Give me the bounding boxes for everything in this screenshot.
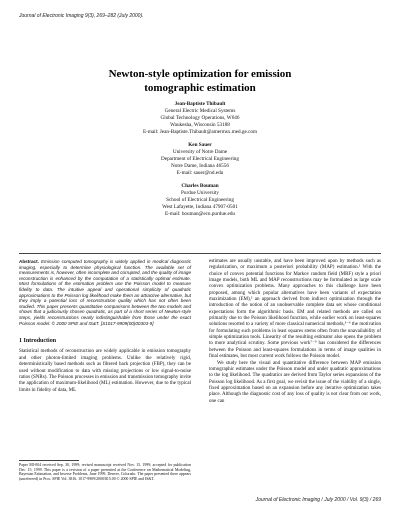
running-head: Journal of Electronic Imaging 9(3), 269–282 (July 2000). (19, 13, 144, 19)
author-affiliation: Department of Electrical Engineering (161, 156, 239, 162)
author-address: Waukesha, Wisconsin 53188 (170, 122, 230, 128)
header-divider (19, 253, 381, 254)
author-block (0, 142, 400, 177)
abstract (19, 259, 191, 326)
author-email: E-mail: Jean-Baptiste.Thibault@amermsx.med.ge.com (142, 129, 258, 135)
abstract-label: Abstract. (19, 259, 39, 264)
author-affiliation: Purdue University (181, 190, 219, 196)
title-line-2: tomographic estimation (144, 81, 256, 94)
right-column (209, 259, 381, 405)
title-line-1: Newton-style optimization for emission (108, 68, 292, 80)
author-block (0, 183, 400, 218)
author-block (0, 101, 400, 136)
author-list (0, 101, 400, 224)
footnote: Paper MI-004 received Sep. 30, 1999; revised manuscript received Nov. 15, 1999; accepted for publication Dec. 15, 1999. This paper is a revision of a paper presented at the Conference on Mathematical Modeling, Bayesian Estimation, and Inverse Problems, June 1999, Denver, Colorado. The paper presented there appears (unrefereed) in Proc. SPIE Vol. 3816. 1017-9909/2000/$15.00 © 2000 SPIE and IS&T. (19, 463, 191, 481)
body-paragraph: We study here the visual and quantitative difference between MAP emission tomographic estimates under the Poisson model and under quadratic approximations to the log likelihood. The quadratics are derived from Taylor series expansions of the Poisson log likelihood. As a first goal, we revisit the issue of the viability of a single, fixed approximation based on an expansion before any iterative optimization takes place. Although the diagnostic cost of any loss of quality is not clear from our work, one can (209, 360, 381, 404)
paper-title (0, 68, 400, 95)
author-name: Jean-Baptiste Thibault (174, 101, 226, 107)
author-affiliation: Global Technology Operations, W646 (160, 115, 240, 121)
footnote-divider (19, 460, 79, 461)
left-column (19, 259, 191, 394)
section-heading: 1 Introduction (19, 338, 57, 345)
author-address: Notre Dame, Indiana 46556 (171, 163, 229, 169)
author-email: E-mail: bouman@ecn.purdue.edu (164, 211, 236, 217)
body-paragraph: estimates are usually unstable, and have been improved upon by methods such as regularization, or maximum a posteriori probability (MAP) estimation.¹ With the choice of convex potential functions for Markov random field (MRF) style a priori image models, both ML and MAP reconstructions may be formulated as large scale convex optimization problems. Many approaches to this challenge have been proposed, among which popular alternatives have been variants of expectation maximization (EM),² an approach derived from indirect optimization through the introduction of the notion of an unobservable complete data set whose conditional expectations form the algorithmic basis. EM and related methods are called on primarily due to the Poisson likelihood function, while earlier work on least-squares solutions resorted to a variety of more classical numerical methods,³⁻⁶ the motivation for formulating such problems in least squares stems often from the unavailability of simple optimization tools. Linearity of the resulting estimator also opens the problem to more analytical scrutiny. Some previous work⁷⁻⁹ has considered the differences between the Poisson and least-squares formulations in terms of image qualities in final estimates, but most current work follows the Poisson model. (209, 259, 381, 360)
author-email: E-mail: sauer@nd.edu (176, 170, 224, 176)
author-address: West Lafayette, Indiana 47907-0501 (162, 204, 238, 210)
running-foot: Journal of Electronic Imaging / July 2000 / Vol. 9(3) / 269 (255, 497, 381, 503)
author-name: Charles Bouman (181, 183, 219, 189)
abstract-text: Emission computed tomography is widely applied in medical diagnostic imaging, especially to determine physiological function. The available set of measurements is, however, often incomplete and corrupted, and the quality of image reconstruction is enhanced by the computation of a statistically optimal estimate. Most formulations of the estimation problem use the Poisson model to measure fidelity to data. The intuitive appeal and operational simplicity of quadratic approximations to the Poisson log likelihood make them an attractive alternative, but they imply a potential loss of reconstruction quality which has not often been studied. This paper presents quantitative comparisons between the two models and shows that a judiciously chosen quadratic, as part of a short series of Newton-style steps, yields reconstructions nearly indistinguishable from those under the exact Poisson model. © 2000 SPIE and IS&T. [S1017-9909(00)00303-9] (19, 259, 191, 326)
author-affiliation: University of Notre Dame (172, 149, 228, 155)
intro-paragraph: Statistical methods of reconstruction are widely applicable in emission tomography and other photon-limited imaging problems. Unlike the relatively rigid, deterministically based methods such as filtered back projection (FBP), they can be used without modification to data with missing projections or low signal-to-noise ratios (SNRs). The Poisson processes in emission and transmission tomography invite the application of maximum-likelihood (ML) estimation. However, due to the typical limits in fidelity of data, ML (19, 349, 191, 393)
author-name: Ken Sauer (188, 142, 212, 148)
author-affiliation: General Electric Medical Systems (164, 108, 236, 114)
author-affiliation: School of Electrical Engineering (166, 197, 234, 203)
